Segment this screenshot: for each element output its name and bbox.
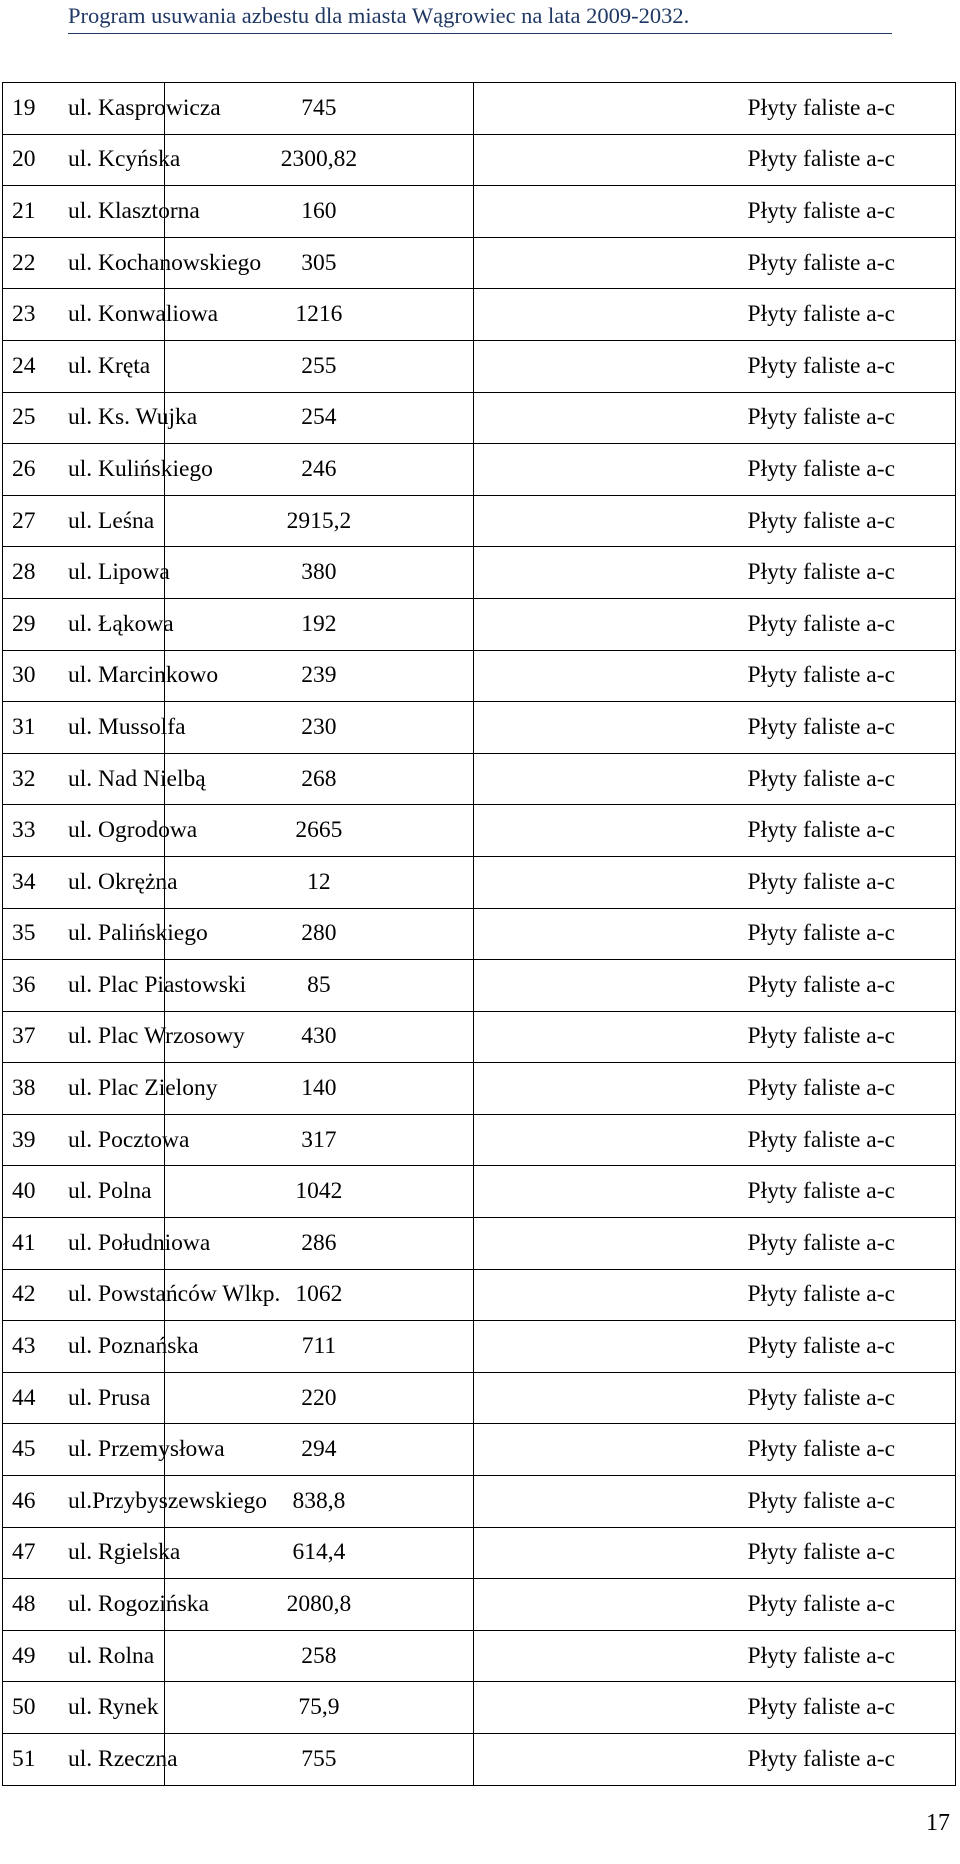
material-type-cell: Płyty faliste a-c (473, 547, 955, 599)
street-name: ul. Lipowa (68, 559, 170, 586)
table-row (3, 1321, 956, 1373)
row-number: 34 (12, 868, 36, 895)
street-name: ul. Rolna (68, 1642, 155, 1669)
page-number: 17 (926, 1810, 950, 1836)
quantity-cell: 268 (165, 753, 473, 805)
row-number: 35 (12, 920, 36, 947)
street-name: ul. Nad Nielbą (68, 765, 206, 792)
street-name: ul. Południowa (68, 1229, 211, 1256)
table-row (3, 650, 956, 702)
row-number-street-cell (3, 340, 165, 392)
street-name: ul. Kcyńska (68, 146, 181, 173)
row-number-street-cell (3, 908, 208, 960)
material-type-cell: Płyty faliste a-c (473, 598, 955, 650)
row-number: 19 (12, 94, 36, 121)
material-type-cell: Płyty faliste a-c (473, 702, 955, 754)
row-number-street-cell (3, 83, 221, 135)
quantity-cell: 745 (165, 83, 473, 135)
street-name: ul. Rzeczna (68, 1745, 178, 1772)
table-row (3, 1218, 956, 1270)
quantity-cell: 75,9 (165, 1682, 473, 1734)
row-number-street-cell (3, 392, 198, 444)
table-row (3, 186, 956, 238)
table-row (3, 856, 956, 908)
row-number: 41 (12, 1229, 36, 1256)
street-name: ul. Mussolfa (68, 713, 186, 740)
row-number-street-cell (3, 1372, 165, 1424)
row-number: 25 (12, 404, 36, 431)
quantity-cell: 258 (165, 1630, 473, 1682)
material-type-cell: Płyty faliste a-c (473, 1011, 955, 1063)
row-number-street-cell (3, 1269, 281, 1321)
table-row (3, 1630, 956, 1682)
row-number: 29 (12, 610, 36, 637)
table-row (3, 1424, 956, 1476)
row-number: 22 (12, 249, 36, 276)
quantity-cell: 838,8 (165, 1476, 473, 1528)
row-number: 24 (12, 352, 36, 379)
row-number-street-cell (3, 1114, 190, 1166)
row-number-street-cell (3, 856, 178, 908)
quantity-cell: 160 (165, 186, 473, 238)
quantity-cell: 317 (165, 1114, 473, 1166)
material-type-cell: Płyty faliste a-c (473, 908, 955, 960)
street-name: ul. Marcinkowo (68, 662, 219, 689)
material-type-cell: Płyty faliste a-c (473, 444, 955, 496)
row-number-street-cell (3, 753, 206, 805)
quantity-cell: 140 (165, 1063, 473, 1115)
street-name: ul. Ogrodowa (68, 817, 198, 844)
quantity-cell: 192 (165, 598, 473, 650)
quantity-cell: 2080,8 (165, 1579, 473, 1631)
street-name: ul. Palińskiego (68, 920, 208, 947)
table-row (3, 1682, 956, 1734)
quantity-cell: 255 (165, 340, 473, 392)
quantity-cell: 711 (165, 1321, 473, 1373)
table-row (3, 1063, 956, 1115)
street-name: ul. Poznańska (68, 1333, 199, 1360)
row-number: 38 (12, 1075, 36, 1102)
street-name: ul. Rynek (68, 1694, 159, 1721)
quantity-cell: 254 (165, 392, 473, 444)
row-number: 45 (12, 1436, 36, 1463)
quantity-cell: 1042 (165, 1166, 473, 1218)
material-type-cell: Płyty faliste a-c (473, 340, 955, 392)
row-number: 26 (12, 455, 36, 482)
table-row (3, 547, 956, 599)
row-number-street-cell (3, 1630, 165, 1682)
table-row (3, 1734, 956, 1786)
material-type-cell: Płyty faliste a-c (473, 1734, 955, 1786)
material-type-cell: Płyty faliste a-c (473, 83, 955, 135)
row-number: 31 (12, 713, 36, 740)
row-number: 30 (12, 662, 36, 689)
row-number: 37 (12, 1023, 36, 1050)
row-number-street-cell (3, 805, 198, 857)
table-row (3, 1166, 956, 1218)
header-divider (68, 33, 892, 34)
row-number-street-cell (3, 289, 219, 341)
quantity-cell: 239 (165, 650, 473, 702)
table-row (3, 753, 956, 805)
row-number-street-cell (3, 237, 262, 289)
street-name: ul. Plac Zielony (68, 1075, 218, 1102)
material-type-cell: Płyty faliste a-c (473, 495, 955, 547)
material-type-cell: Płyty faliste a-c (473, 805, 955, 857)
row-number: 36 (12, 971, 36, 998)
quantity-cell: 294 (165, 1424, 473, 1476)
material-type-cell: Płyty faliste a-c (473, 753, 955, 805)
table-row (3, 1579, 956, 1631)
row-number-street-cell (3, 1321, 199, 1373)
table-row (3, 960, 956, 1012)
row-number-street-cell (3, 1218, 211, 1270)
table-row (3, 237, 956, 289)
material-type-cell: Płyty faliste a-c (473, 856, 955, 908)
row-number-street-cell (3, 1527, 181, 1579)
row-number-street-cell (3, 1476, 268, 1528)
row-number-street-cell (3, 598, 174, 650)
material-type-cell: Płyty faliste a-c (473, 1269, 955, 1321)
material-type-cell: Płyty faliste a-c (473, 1372, 955, 1424)
table-row (3, 908, 956, 960)
quantity-cell: 286 (165, 1218, 473, 1270)
row-number: 21 (12, 197, 36, 224)
quantity-cell: 2300,82 (165, 134, 473, 186)
page-header (0, 0, 960, 36)
row-number: 51 (12, 1745, 36, 1772)
street-name: ul. Ks. Wujka (68, 404, 198, 431)
table-row (3, 392, 956, 444)
row-number-street-cell (3, 134, 181, 186)
quantity-cell: 2915,2 (165, 495, 473, 547)
street-name: ul. Rogozińska (68, 1591, 209, 1618)
quantity-cell: 380 (165, 547, 473, 599)
street-name: ul. Polna (68, 1178, 152, 1205)
street-name: ul. Rgielska (68, 1539, 181, 1566)
quantity-cell: 12 (165, 856, 473, 908)
row-number: 48 (12, 1591, 36, 1618)
table-row (3, 1011, 956, 1063)
material-type-cell: Płyty faliste a-c (473, 1527, 955, 1579)
quantity-cell: 2665 (165, 805, 473, 857)
material-type-cell: Płyty faliste a-c (473, 134, 955, 186)
row-number-street-cell (3, 444, 213, 496)
street-name: ul. Kasprowicza (68, 94, 221, 121)
street-name: ul.Przybyszewskiego (68, 1487, 268, 1514)
street-name: ul. Leśna (68, 507, 155, 534)
table-row (3, 1527, 956, 1579)
row-number: 33 (12, 817, 36, 844)
street-name: ul. Konwaliowa (68, 301, 219, 328)
table-row (3, 289, 956, 341)
quantity-cell: 614,4 (165, 1527, 473, 1579)
quantity-cell: 85 (165, 960, 473, 1012)
table-row (3, 1269, 956, 1321)
row-number-street-cell (3, 186, 200, 238)
row-number-street-cell (3, 650, 219, 702)
row-number: 32 (12, 765, 36, 792)
street-name: ul. Łąkowa (68, 610, 174, 637)
row-number: 39 (12, 1126, 36, 1153)
material-type-cell: Płyty faliste a-c (473, 1063, 955, 1115)
table-row (3, 83, 956, 135)
material-type-cell: Płyty faliste a-c (473, 1114, 955, 1166)
table-row (3, 598, 956, 650)
quantity-cell: 430 (165, 1011, 473, 1063)
row-number-street-cell (3, 1424, 225, 1476)
street-name: ul. Kręta (68, 352, 151, 379)
material-type-cell: Płyty faliste a-c (473, 1218, 955, 1270)
material-type-cell: Płyty faliste a-c (473, 289, 955, 341)
quantity-cell: 1062 (165, 1269, 473, 1321)
quantity-cell: 220 (165, 1372, 473, 1424)
table-row (3, 134, 956, 186)
table-row (3, 444, 956, 496)
page-title: Program usuwania azbestu dla miasta Wągrowiec na lata 2009-2032. (68, 3, 690, 28)
table-row (3, 805, 956, 857)
street-name: ul. Klasztorna (68, 197, 200, 224)
quantity-cell: 755 (165, 1734, 473, 1786)
row-number-street-cell (3, 495, 165, 547)
street-name: ul. Plac Piastowski (68, 971, 247, 998)
row-number: 42 (12, 1281, 36, 1308)
table-row (3, 1372, 956, 1424)
material-type-cell: Płyty faliste a-c (473, 186, 955, 238)
street-name: ul. Powstańców Wlkp. (68, 1281, 281, 1308)
quantity-cell: 305 (165, 237, 473, 289)
row-number-street-cell (3, 1682, 165, 1734)
row-number: 47 (12, 1539, 36, 1566)
table-row (3, 495, 956, 547)
table-row (3, 340, 956, 392)
street-name: ul. Przemysłowa (68, 1436, 225, 1463)
row-number: 28 (12, 559, 36, 586)
quantity-cell: 280 (165, 908, 473, 960)
table-row (3, 1114, 956, 1166)
material-type-cell: Płyty faliste a-c (473, 1321, 955, 1373)
quantity-cell: 230 (165, 702, 473, 754)
table-body (3, 83, 956, 1786)
row-number: 50 (12, 1694, 36, 1721)
street-name: ul. Kulińskiego (68, 455, 213, 482)
row-number: 27 (12, 507, 36, 534)
asbestos-table (2, 82, 956, 1786)
row-number-street-cell (3, 960, 247, 1012)
row-number: 23 (12, 301, 36, 328)
street-name: ul. Okrężna (68, 868, 178, 895)
material-type-cell: Płyty faliste a-c (473, 960, 955, 1012)
street-name: ul. Kochanowskiego (68, 249, 262, 276)
table-row (3, 702, 956, 754)
row-number: 20 (12, 146, 36, 173)
row-number: 46 (12, 1487, 36, 1514)
street-name: ul. Prusa (68, 1384, 151, 1411)
material-type-cell: Płyty faliste a-c (473, 237, 955, 289)
material-type-cell: Płyty faliste a-c (473, 1630, 955, 1682)
material-type-cell: Płyty faliste a-c (473, 650, 955, 702)
row-number: 44 (12, 1384, 36, 1411)
material-type-cell: Płyty faliste a-c (473, 1166, 955, 1218)
row-number: 43 (12, 1333, 36, 1360)
street-name: ul. Pocztowa (68, 1126, 190, 1153)
material-type-cell: Płyty faliste a-c (473, 1579, 955, 1631)
row-number-street-cell (3, 702, 186, 754)
row-number-street-cell (3, 1011, 245, 1063)
quantity-cell: 1216 (165, 289, 473, 341)
street-name: ul. Plac Wrzosowy (68, 1023, 245, 1050)
material-type-cell: Płyty faliste a-c (473, 392, 955, 444)
table-row (3, 1476, 956, 1528)
row-number: 49 (12, 1642, 36, 1669)
material-type-cell: Płyty faliste a-c (473, 1682, 955, 1734)
material-type-cell: Płyty faliste a-c (473, 1476, 955, 1528)
row-number-street-cell (3, 1166, 165, 1218)
row-number-street-cell (3, 1579, 209, 1631)
row-number-street-cell (3, 547, 170, 599)
material-type-cell: Płyty faliste a-c (473, 1424, 955, 1476)
quantity-cell: 246 (165, 444, 473, 496)
row-number-street-cell (3, 1063, 218, 1115)
row-number-street-cell (3, 1734, 178, 1786)
row-number: 40 (12, 1178, 36, 1205)
